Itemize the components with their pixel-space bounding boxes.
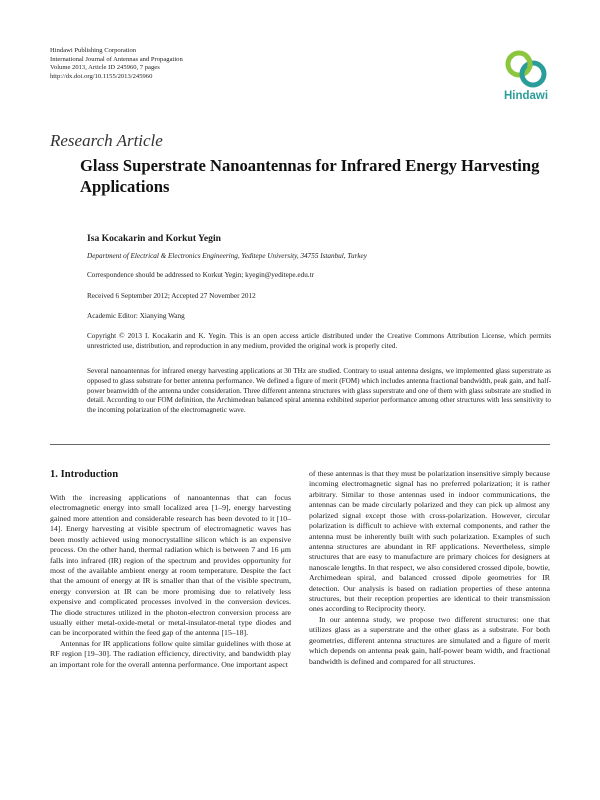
section-divider xyxy=(50,444,550,445)
volume-info: Volume 2013, Article ID 245960, 7 pages xyxy=(50,64,160,72)
academic-editor: Academic Editor: Xianying Wang xyxy=(87,312,185,320)
right-column xyxy=(309,469,550,667)
author-list: Isa Kocakarin and Korkut Yegin xyxy=(87,233,221,244)
copyright-notice: Copyright © 2013 I. Kocakarin and K. Yegin. This is an open access article distributed under the Creative Commons Attribution License, which permits unrestricted use, distribution, and reproduction in any medium, provided the original work is properly cited. xyxy=(87,332,551,350)
left-column xyxy=(50,493,291,670)
paragraph: With the increasing applications of nanoantennas that can focus electromagnetic energy into small localized area [1–9], energy harvesting gained more attention and considerable research has been devoted to it [10–14]. Energy harvesting at visible spectrum of electromagnetic waves has been mostly achieved using monocrystalline silicon which is an expensive process. On the other hand, thermal radiation which is between 7 and 16 μm falls into infrared (IR) region of the spectrum and provides opportunity for most of the available ambient energy at room temperature. Despite the fact that the amount of energy at IR is smaller than that of the visible spectrum, energy conversion at IR can be more promising due to relatively less expensive and complicated processes involved in the conversion devices. The diode structures utilized in the photon-electron conversion process are usually either metal-oxide-metal or metal-insulator-metal type diodes and can be incorporated within the feed gap of the antenna [15–18]. xyxy=(50,493,291,638)
paragraph: Antennas for IR applications follow quite similar guidelines with those at RF region [19–30]. The radiation efficiency, directivity, and bandwidth play an important role for the overall antenna performance. One important aspect xyxy=(50,638,291,669)
doi-link[interactable]: http://dx.doi.org/10.1155/2013/245960 xyxy=(50,72,153,80)
hindawi-logo xyxy=(496,47,556,105)
paragraph: of these antennas is that they must be polarization insensitive simply because incoming electromagnetic signal has no preferred polarization; it is rather arbitrary. Similar to those antennas used in indoor communications, the antennas can be made circularly polarized and they can pick up almost any polarized signal except those with cross-polarization. However, circular polarization is difficult to achieve with external components, and rather the antenna must be inherently built with such polarization. Examples of such antenna structures are abundant in RF applications. Nevertheless, simple structures that are easy to manufacture are primary choices for designers at nanoscale lengths. In that respect, we also considered crossed dipole, bowtie, Archimedean spiral, and balanced crossed dipole geometries for IR detection. Our analysis is based on radiation properties of these antenna structures, but their reception properties are identical to their transmission ones according to Reciprocity theory. xyxy=(309,469,550,614)
affiliation: Department of Electrical & Electronics Engineering, Yeditepe University, 34755 Istanbul, Turkey xyxy=(87,252,367,260)
publisher-name: Hindawi Publishing Corporation xyxy=(50,47,137,54)
paragraph: In our antenna study, we propose two different structures: one that utilizes glass as a superstrate and the other glass as a substrate. For both geometries, different antenna structures are simulated and a figure of merit which depends on antenna peak gain, half-power beam width, and fractional bandwidth is defined and compared for all structures. xyxy=(309,614,550,666)
hindawi-logo-text: Hindawi xyxy=(503,90,549,102)
hindawi-logo-icon xyxy=(496,47,556,91)
abstract: Several nanoantennas for infrared energy harvesting applications at 30 THz are studied. Contrary to usual antenna designs, we implemented glass superstrate as opposed to glass substrate for better antenna performance. We defined a figure of merit (FOM) which includes antenna fractional bandwidth, peak gain, and half-power beamwidth of the antenna under consideration. Three different antenna structures with glass superstrate and one of them with glass substrate are studied in detail. According to our FOM definition, the Archimedean balanced spiral antenna exhibited superior performance among other structures with less sensitivity to the incoming polarization of the electromagnetic wave. xyxy=(87,367,551,415)
correspondence: Correspondence should be addressed to Korkut Yegin; kyegin@yeditepe.edu.tr xyxy=(87,271,314,279)
paper-title: Glass Superstrate Nanoantennas for Infrared Energy Harvesting Applications xyxy=(80,156,540,196)
section-heading: 1. Introduction xyxy=(50,469,119,480)
article-type: Research Article xyxy=(50,131,163,150)
journal-name: International Journal of Antennas and Propagation xyxy=(50,55,183,63)
dates: Received 6 September 2012; Accepted 27 November 2012 xyxy=(87,292,256,300)
journal-header xyxy=(50,47,183,81)
